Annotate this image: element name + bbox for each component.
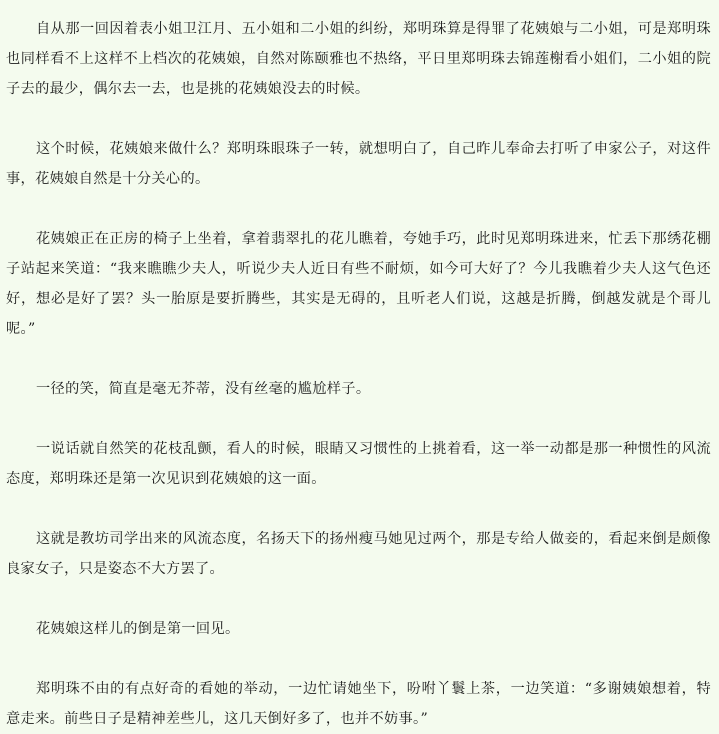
paragraph-spacer <box>6 584 711 614</box>
paragraph: 花姨娘正在正房的椅子上坐着，拿着翡翠扎的花儿瞧着，夸她手巧，此时见郑明珠进来，忙丢下那绣花棚子站起来笑道：“我来瞧瞧少夫人，听说少夫人近日有些不耐烦，如今可大好了？今儿我瞧着少夫人这气色还好，想必是好了罢？头一胎原是要折腾些，其实是无碍的，且听老人们说，这越是折腾，倒越发就是个哥儿呢。” <box>6 231 711 337</box>
paragraph-spacer <box>6 104 711 134</box>
paragraph: 这就是教坊司学出来的风流态度，名扬天下的扬州瘦马她见过两个，那是专给人做妾的，看起来倒是颇像良家女子，只是姿态不大方罢了。 <box>6 531 711 577</box>
paragraph: 自从那一回因着表小姐卫江月、五小姐和二小姐的纠纷，郑明珠算是得罪了花姨娘与二小姐，可是郑明珠也同样看不上这样不上档次的花姨娘，自然对陈颐雅也不热络，平日里郑明珠去锦莲榭看小姐们，二小姐的院子去的最少，偶尔去一去，也是挑的花姨娘没去的时候。 <box>6 21 711 97</box>
paragraph-spacer <box>6 494 711 524</box>
paragraph-spacer <box>6 644 711 674</box>
paragraph: 花姨娘这样儿的倒是第一回见。 <box>36 621 240 637</box>
paragraph-spacer <box>6 404 711 434</box>
paragraph: 一径的笑，简直是毫无芥蒂，没有丝毫的尴尬样子。 <box>36 381 371 397</box>
paragraph-spacer <box>6 344 711 374</box>
paragraph: 一说话就自然笑的花枝乱颤，看人的时候，眼睛又习惯性的上挑着看，这一举一动都是那一种惯性的风流态度，郑明珠还是第一次见识到花姨娘的这一面。 <box>6 441 711 487</box>
paragraph: 郑明珠不由的有点好奇的看她的举动，一边忙请她坐下，吩咐丫鬟上茶，一边笑道：“多谢姨娘想着，特意走来。前些日子是精神差些儿，这几天倒好多了，也并不妨事。” <box>6 681 711 727</box>
paragraph: 这个时候，花姨娘来做什么？郑明珠眼珠子一转，就想明白了，自己昨儿奉命去打听了申家公子，对这件事，花姨娘自然是十分关心的。 <box>6 141 711 187</box>
paragraph-spacer <box>6 194 711 224</box>
